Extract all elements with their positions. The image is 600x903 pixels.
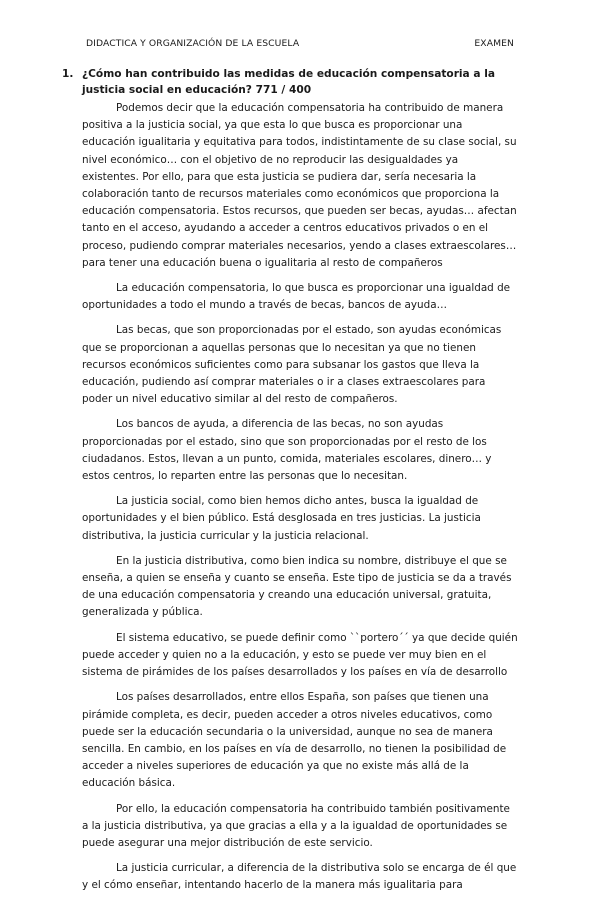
paragraph: El sistema educativo, se puede definir como ``portero´´ ya que decide quién puede acceder y quien no a la educación, y esto se puede ver muy bien en el sistema de pirámides de los países desarrollados y los países en vía de desarrollo (82, 631, 518, 679)
paragraph: Los bancos de ayuda, a diferencia de las becas, no son ayudas proporcionadas por el estado, sino que son proporcionadas por el resto de los ciudadanos. Estos, llevan a un punto, comida, materiales escolares, dinero… y estos centros, lo reparten entre las personas que lo necesitan. (82, 418, 492, 483)
paragraph: La justicia social, como bien hemos dicho antes, busca la igualdad de oportunidades y el bien público. Está desglosada en tres justicias. La justicia distributiva, la justicia curricular y la justicia relacional. (82, 495, 481, 542)
question-heading (62, 66, 516, 98)
paragraph: Podemos decir que la educación compensatoria ha contribuido de manera positiva a la justicia social, ya que esta lo que busca es proporcionar una educación igualitaria y equitativa para todos, indistintamente de su clase social, su nivel económico… con el objetivo de no reproducir las desigualdades ya existentes. Por ello, para que esta justicia se pudiera dar, sería necesaria la colaboración tanto de recursos materiales como económicos que proporciona la educación compensatoria. Estos recursos, que pueden ser becas, ayudas… afectan tanto en el acceso, ayudando a acceder a centros educativos privados o en el proceso, pudiendo comprar materiales necesarios, yendo a clases extraescolares… para tener una educación buena o igualitaria al resto de compañeros (82, 102, 517, 269)
paragraph: Las becas, que son proporcionadas por el estado, son ayudas económicas que se proporcionan a aquellas personas que lo necesitan ya que no tienen recursos económicos suficientes como para subsanar los gastos que lleva la educación, pudiendo así comprar materiales o ir a clases extraescolares para poder un nivel educativo similar al del resto de compañeros. (82, 324, 502, 406)
paragraph: En la justicia distributiva, como bien indica su nombre, distribuye el que se enseña, a quien se enseña y cuanto se enseña. Este tipo de justicia se da a través de una educación compensatoria y creando una educación universal, gratuita, generalizada y pública. (82, 554, 512, 619)
paragraph: Los países desarrollados, entre ellos España, son países que tienen una pirámide completa, es decir, pueden acceder a otros niveles educativos, como puede ser la educación secundaria o la universidad, aunque no sea de manera sencilla. En cambio, en los países en vía de desarrollo, no tienen la posibilidad de acceder a niveles superiores de educación ya que no existe más allá de la educación básica. (82, 691, 507, 790)
paragraph: Por ello, la educación compensatoria ha contribuido también positivamente a la justicia distributiva, ya que gracias a ella y a la igualdad de oportunidades se puede asegurar una mejor distribución de este servicio. (82, 802, 510, 849)
header-title: DIDACTICA Y ORGANIZACIÓN DE LA ESCUELA (86, 38, 300, 49)
page-header (86, 38, 514, 49)
paragraph: La justicia curricular, a diferencia de la distributiva solo se encarga de él que y el cómo enseñar, intentando hacerlo de la manera más igualitaria para (82, 862, 517, 892)
header-label: EXAMEN (474, 38, 514, 49)
answer-body (82, 100, 518, 903)
paragraph: La educación compensatoria, lo que busca es proporcionar una igualdad de oportunidades a todo el mundo a través de becas, bancos de ayuda… (82, 282, 511, 312)
question-text: ¿Cómo han contribuido las medidas de educación compensatoria a la justicia social en educación? 771 / 400 (82, 68, 496, 96)
question-number: 1. (62, 68, 74, 80)
